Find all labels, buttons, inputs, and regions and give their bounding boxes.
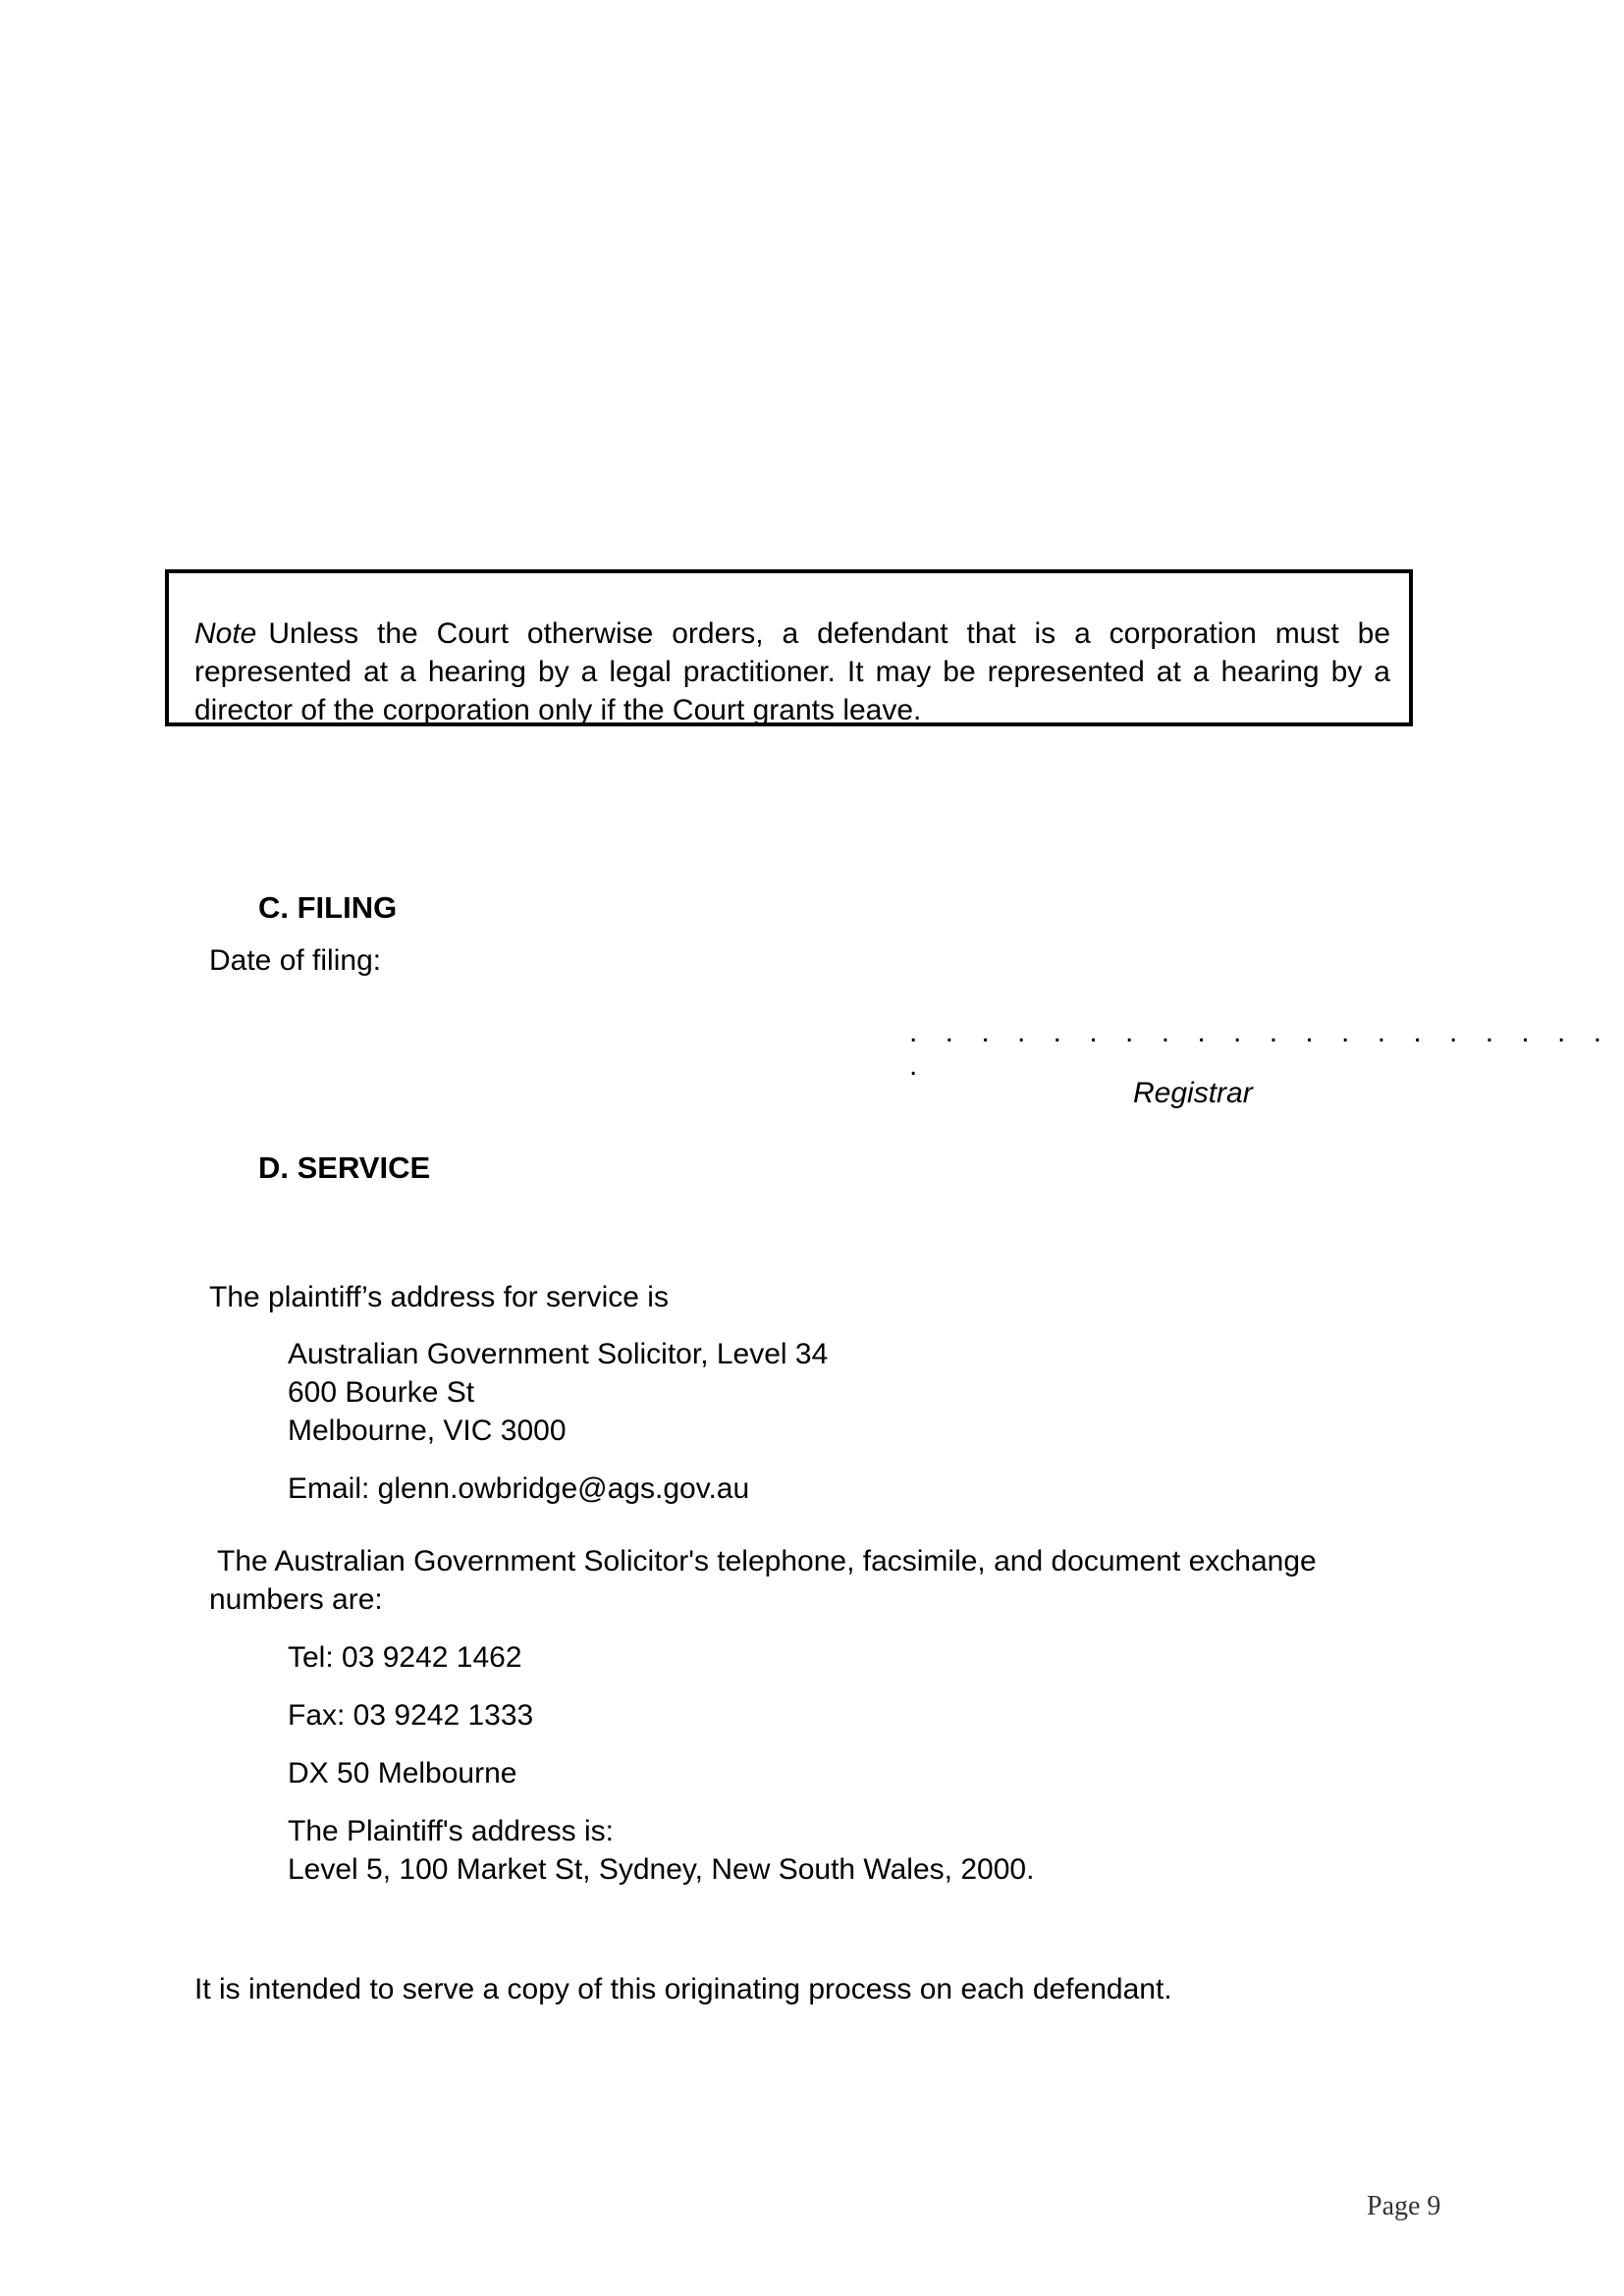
date-of-filing-label: Date of filing: bbox=[209, 944, 382, 977]
signature-line: . . . . . . . . . . . . . . . . . . . . . bbox=[909, 1016, 1612, 1082]
address-line-2: 600 Bourke St bbox=[288, 1376, 475, 1409]
page-number: Page 9 bbox=[1367, 2191, 1441, 2221]
registrar-label: Registrar bbox=[1133, 1077, 1253, 1109]
service-intro: The plaintiff’s address for service is bbox=[209, 1281, 669, 1313]
fax-line: Fax: 03 9242 1333 bbox=[288, 1699, 534, 1732]
address-line-1: Australian Government Solicitor, Level 34 bbox=[288, 1338, 829, 1370]
service-heading: D. SERVICE bbox=[258, 1150, 431, 1185]
note-text-block bbox=[194, 614, 1390, 729]
email-line: Email: glenn.owbridge@ags.gov.au bbox=[288, 1472, 750, 1505]
address-line-3: Melbourne, VIC 3000 bbox=[288, 1415, 567, 1447]
plaintiff-address: Level 5, 100 Market St, Sydney, New South Wales, 2000. bbox=[288, 1853, 1035, 1886]
numbers-intro-line-2: numbers are: bbox=[209, 1583, 383, 1616]
telephone-line: Tel: 03 9242 1462 bbox=[288, 1641, 522, 1674]
dx-line: DX 50 Melbourne bbox=[288, 1757, 517, 1789]
note-body: Unless the Court otherwise orders, a defendant that is a corporation must be represented at a hearing by a legal practitioner. It may be represented at a hearing by a director of the corporation only if the Court grants leave. bbox=[194, 617, 1390, 726]
note-label: Note bbox=[194, 617, 257, 650]
intention-statement: It is intended to serve a copy of this originating process on each defendant. bbox=[194, 1973, 1172, 2005]
plaintiff-address-label: The Plaintiff's address is: bbox=[288, 1815, 614, 1847]
numbers-intro-line-1: The Australian Government Solicitor's telephone, facsimile, and document exchange bbox=[217, 1545, 1317, 1577]
filing-heading: C. FILING bbox=[258, 890, 398, 925]
